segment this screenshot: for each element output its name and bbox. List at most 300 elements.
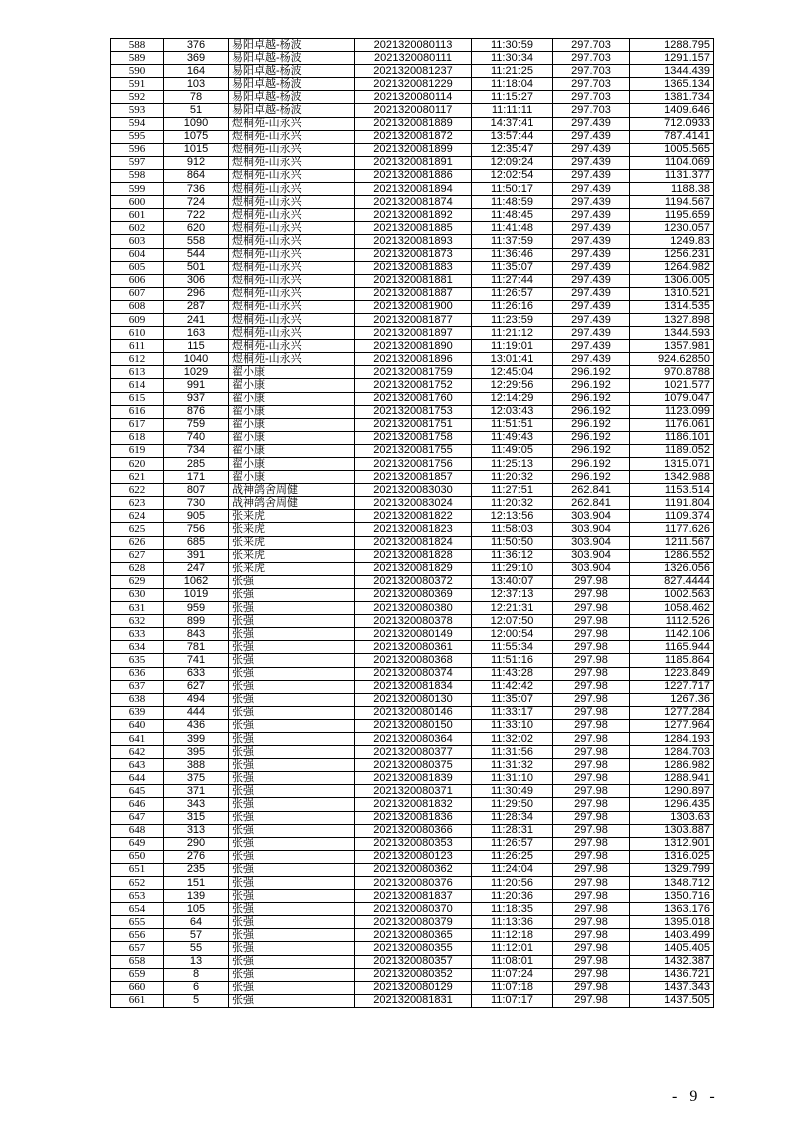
results-table-body: [111, 39, 714, 1008]
ring-number-cell: 2021320081824: [355, 536, 472, 549]
table-row: [111, 588, 714, 601]
arrival-time-cell: 11:33:10: [472, 719, 553, 732]
speed-cell: 1211.567: [630, 536, 714, 549]
arrival-time-cell: 11:28:34: [472, 811, 553, 824]
pigeon-number-cell: 1040: [164, 353, 229, 366]
distance-cell: 297.439: [553, 313, 630, 326]
table-row: [111, 732, 714, 745]
speed-cell: 1165.944: [630, 641, 714, 654]
arrival-time-cell: 11:49:43: [472, 431, 553, 444]
speed-cell: 1342.988: [630, 471, 714, 484]
speed-cell: 1123.099: [630, 405, 714, 418]
owner-name-cell: 易阳卓越-杨波: [229, 39, 355, 52]
rank-cell: 652: [111, 877, 164, 890]
arrival-time-cell: 11:13:36: [472, 916, 553, 929]
ring-number-cell: 2021320080366: [355, 824, 472, 837]
rank-cell: 642: [111, 746, 164, 759]
ring-number-cell: 2021320081837: [355, 890, 472, 903]
distance-cell: 303.904: [553, 523, 630, 536]
ring-number-cell: 2021320081832: [355, 798, 472, 811]
distance-cell: 303.904: [553, 562, 630, 575]
pigeon-number-cell: 1029: [164, 366, 229, 379]
distance-cell: 297.98: [553, 746, 630, 759]
distance-cell: 297.703: [553, 78, 630, 91]
speed-cell: 827.4444: [630, 575, 714, 588]
distance-cell: 297.98: [553, 693, 630, 706]
arrival-time-cell: 11:30:49: [472, 785, 553, 798]
ring-number-cell: 2021320080150: [355, 719, 472, 732]
ring-number-cell: 2021320080377: [355, 746, 472, 759]
distance-cell: 297.98: [553, 785, 630, 798]
owner-name-cell: 易阳卓越-杨波: [229, 78, 355, 91]
rank-cell: 648: [111, 824, 164, 837]
rank-cell: 611: [111, 340, 164, 353]
rank-cell: 588: [111, 39, 164, 52]
ring-number-cell: 2021320081857: [355, 471, 472, 484]
speed-cell: 1109.374: [630, 510, 714, 523]
ring-number-cell: 2021320083024: [355, 497, 472, 510]
arrival-time-cell: 13:40:07: [472, 575, 553, 588]
ring-number-cell: 2021320080365: [355, 929, 472, 942]
table-row: [111, 968, 714, 981]
table-row: [111, 693, 714, 706]
speed-cell: 787.4141: [630, 130, 714, 143]
owner-name-cell: 张强: [229, 942, 355, 955]
table-row: [111, 497, 714, 510]
distance-cell: 297.439: [553, 340, 630, 353]
distance-cell: 297.98: [553, 824, 630, 837]
rank-cell: 609: [111, 313, 164, 326]
distance-cell: 297.98: [553, 615, 630, 628]
owner-name-cell: 翟小康: [229, 392, 355, 405]
pigeon-number-cell: 937: [164, 392, 229, 405]
speed-cell: 1296.435: [630, 798, 714, 811]
arrival-time-cell: 12:29:56: [472, 379, 553, 392]
rank-cell: 658: [111, 955, 164, 968]
pigeon-number-cell: 756: [164, 523, 229, 536]
distance-cell: 297.439: [553, 183, 630, 196]
arrival-time-cell: 11:08:01: [472, 955, 553, 968]
ring-number-cell: 2021320081755: [355, 444, 472, 457]
pigeon-number-cell: 164: [164, 65, 229, 78]
ring-number-cell: 2021320081892: [355, 209, 472, 222]
table-row: [111, 300, 714, 313]
pigeon-number-cell: 558: [164, 235, 229, 248]
arrival-time-cell: 11:25:13: [472, 458, 553, 471]
owner-name-cell: 煜桐苑-山永兴: [229, 169, 355, 182]
arrival-time-cell: 12:03:43: [472, 405, 553, 418]
speed-cell: 1306.005: [630, 274, 714, 287]
pigeon-number-cell: 781: [164, 641, 229, 654]
ring-number-cell: 2021320081890: [355, 340, 472, 353]
pigeon-number-cell: 494: [164, 693, 229, 706]
pigeon-number-cell: 722: [164, 209, 229, 222]
owner-name-cell: 张强: [229, 719, 355, 732]
arrival-time-cell: 12:00:54: [472, 628, 553, 641]
owner-name-cell: 煜桐苑-山永兴: [229, 340, 355, 353]
ring-number-cell: 2021320080368: [355, 654, 472, 667]
table-row: [111, 484, 714, 497]
arrival-time-cell: 11:23:59: [472, 313, 553, 326]
arrival-time-cell: 12:07:50: [472, 615, 553, 628]
speed-cell: 1021.577: [630, 379, 714, 392]
owner-name-cell: 翟小康: [229, 405, 355, 418]
rank-cell: 630: [111, 588, 164, 601]
arrival-time-cell: 11:07:18: [472, 981, 553, 994]
arrival-time-cell: 11:27:51: [472, 484, 553, 497]
table-row: [111, 458, 714, 471]
rank-cell: 635: [111, 654, 164, 667]
speed-cell: 1186.101: [630, 431, 714, 444]
rank-cell: 657: [111, 942, 164, 955]
ring-number-cell: 2021320080372: [355, 575, 472, 588]
distance-cell: 297.439: [553, 327, 630, 340]
distance-cell: 303.904: [553, 549, 630, 562]
owner-name-cell: 张强: [229, 575, 355, 588]
pigeon-number-cell: 375: [164, 772, 229, 785]
pigeon-number-cell: 315: [164, 811, 229, 824]
owner-name-cell: 张强: [229, 903, 355, 916]
ring-number-cell: 2021320081896: [355, 353, 472, 366]
owner-name-cell: 张强: [229, 602, 355, 615]
arrival-time-cell: 11:41:48: [472, 222, 553, 235]
distance-cell: 297.98: [553, 654, 630, 667]
pigeon-number-cell: 627: [164, 680, 229, 693]
rank-cell: 643: [111, 759, 164, 772]
rank-cell: 597: [111, 156, 164, 169]
owner-name-cell: 张强: [229, 850, 355, 863]
ring-number-cell: 2021320080374: [355, 667, 472, 680]
speed-cell: 1005.565: [630, 143, 714, 156]
pigeon-number-cell: 807: [164, 484, 229, 497]
pigeon-number-cell: 395: [164, 746, 229, 759]
rank-cell: 625: [111, 523, 164, 536]
table-row: [111, 759, 714, 772]
table-row: [111, 392, 714, 405]
owner-name-cell: 张强: [229, 890, 355, 903]
speed-cell: 1315.071: [630, 458, 714, 471]
arrival-time-cell: 11:29:10: [472, 562, 553, 575]
pigeon-number-cell: 55: [164, 942, 229, 955]
pigeon-number-cell: 876: [164, 405, 229, 418]
owner-name-cell: 煜桐苑-山永兴: [229, 209, 355, 222]
table-row: [111, 680, 714, 693]
table-row: [111, 549, 714, 562]
ring-number-cell: 2021320081873: [355, 248, 472, 261]
arrival-time-cell: 11:27:44: [472, 274, 553, 287]
distance-cell: 297.98: [553, 732, 630, 745]
ring-number-cell: 2021320081753: [355, 405, 472, 418]
owner-name-cell: 张强: [229, 968, 355, 981]
arrival-time-cell: 12:37:13: [472, 588, 553, 601]
speed-cell: 970.8788: [630, 366, 714, 379]
arrival-time-cell: 11:26:57: [472, 287, 553, 300]
owner-name-cell: 张强: [229, 588, 355, 601]
speed-cell: 1142.106: [630, 628, 714, 641]
ring-number-cell: 2021320081758: [355, 431, 472, 444]
speed-cell: 1191.804: [630, 497, 714, 510]
speed-cell: 1350.716: [630, 890, 714, 903]
table-row: [111, 274, 714, 287]
arrival-time-cell: 11:32:02: [472, 732, 553, 745]
pigeon-number-cell: 843: [164, 628, 229, 641]
table-row: [111, 471, 714, 484]
speed-cell: 1288.795: [630, 39, 714, 52]
pigeon-number-cell: 247: [164, 562, 229, 575]
pigeon-number-cell: 276: [164, 850, 229, 863]
ring-number-cell: 2021320080375: [355, 759, 472, 772]
table-row: [111, 209, 714, 222]
arrival-time-cell: 11:20:32: [472, 497, 553, 510]
distance-cell: 297.98: [553, 942, 630, 955]
owner-name-cell: 煜桐苑-山永兴: [229, 143, 355, 156]
owner-name-cell: 张强: [229, 798, 355, 811]
ring-number-cell: 2021320081887: [355, 287, 472, 300]
ring-number-cell: 2021320080364: [355, 732, 472, 745]
ring-number-cell: 2021320080352: [355, 968, 472, 981]
ring-number-cell: 2021320081752: [355, 379, 472, 392]
rank-cell: 603: [111, 235, 164, 248]
pigeon-number-cell: 57: [164, 929, 229, 942]
table-row: [111, 444, 714, 457]
distance-cell: 297.439: [553, 222, 630, 235]
table-row: [111, 313, 714, 326]
rank-cell: 633: [111, 628, 164, 641]
pigeon-number-cell: 730: [164, 497, 229, 510]
ring-number-cell: 2021320081829: [355, 562, 472, 575]
rank-cell: 651: [111, 863, 164, 876]
distance-cell: 297.98: [553, 968, 630, 981]
ring-number-cell: 2021320080129: [355, 981, 472, 994]
arrival-time-cell: 11:51:51: [472, 418, 553, 431]
table-row: [111, 615, 714, 628]
rank-cell: 649: [111, 837, 164, 850]
distance-cell: 297.439: [553, 130, 630, 143]
owner-name-cell: 张强: [229, 654, 355, 667]
pigeon-number-cell: 151: [164, 877, 229, 890]
rank-cell: 641: [111, 732, 164, 745]
owner-name-cell: 煜桐苑-山永兴: [229, 222, 355, 235]
table-row: [111, 222, 714, 235]
owner-name-cell: 煜桐苑-山永兴: [229, 130, 355, 143]
distance-cell: 297.439: [553, 169, 630, 182]
ring-number-cell: 2021320080378: [355, 615, 472, 628]
ring-number-cell: 2021320080370: [355, 903, 472, 916]
ring-number-cell: 2021320080380: [355, 602, 472, 615]
owner-name-cell: 煜桐苑-山永兴: [229, 156, 355, 169]
pigeon-number-cell: 78: [164, 91, 229, 104]
speed-cell: 1256.231: [630, 248, 714, 261]
distance-cell: 297.703: [553, 39, 630, 52]
rank-cell: 626: [111, 536, 164, 549]
distance-cell: 297.439: [553, 287, 630, 300]
distance-cell: 262.841: [553, 497, 630, 510]
pigeon-number-cell: 163: [164, 327, 229, 340]
results-table: [110, 38, 714, 1008]
pigeon-number-cell: 6: [164, 981, 229, 994]
table-row: [111, 785, 714, 798]
owner-name-cell: 煜桐苑-山永兴: [229, 261, 355, 274]
table-row: [111, 562, 714, 575]
ring-number-cell: 2021320081836: [355, 811, 472, 824]
pigeon-number-cell: 905: [164, 510, 229, 523]
ring-number-cell: 2021320080113: [355, 39, 472, 52]
arrival-time-cell: 11:26:57: [472, 837, 553, 850]
speed-cell: 1348.712: [630, 877, 714, 890]
rank-cell: 640: [111, 719, 164, 732]
arrival-time-cell: 11:20:36: [472, 890, 553, 903]
rank-cell: 638: [111, 693, 164, 706]
table-row: [111, 156, 714, 169]
speed-cell: 1288.941: [630, 772, 714, 785]
table-row: [111, 366, 714, 379]
arrival-time-cell: 11:12:01: [472, 942, 553, 955]
speed-cell: 1357.981: [630, 340, 714, 353]
rank-cell: 602: [111, 222, 164, 235]
pigeon-number-cell: 290: [164, 837, 229, 850]
distance-cell: 296.192: [553, 458, 630, 471]
table-row: [111, 405, 714, 418]
pigeon-number-cell: 5: [164, 994, 229, 1007]
arrival-time-cell: 11:48:45: [472, 209, 553, 222]
owner-name-cell: 张来虎: [229, 536, 355, 549]
distance-cell: 297.439: [553, 235, 630, 248]
ring-number-cell: 2021320080361: [355, 641, 472, 654]
table-row: [111, 431, 714, 444]
pigeon-number-cell: 103: [164, 78, 229, 91]
pigeon-number-cell: 399: [164, 732, 229, 745]
arrival-time-cell: 11:31:56: [472, 746, 553, 759]
owner-name-cell: 煜桐苑-山永兴: [229, 300, 355, 313]
pigeon-number-cell: 685: [164, 536, 229, 549]
arrival-time-cell: 13:57:44: [472, 130, 553, 143]
distance-cell: 297.439: [553, 300, 630, 313]
owner-name-cell: 张强: [229, 877, 355, 890]
pigeon-number-cell: 544: [164, 248, 229, 261]
rank-cell: 596: [111, 143, 164, 156]
arrival-time-cell: 11:31:32: [472, 759, 553, 772]
speed-cell: 1327.898: [630, 313, 714, 326]
table-row: [111, 942, 714, 955]
pigeon-number-cell: 105: [164, 903, 229, 916]
pigeon-number-cell: 436: [164, 719, 229, 732]
rank-cell: 636: [111, 667, 164, 680]
table-row: [111, 955, 714, 968]
speed-cell: 1432.387: [630, 955, 714, 968]
speed-cell: 1290.897: [630, 785, 714, 798]
pigeon-number-cell: 391: [164, 549, 229, 562]
table-row: [111, 52, 714, 65]
owner-name-cell: 张强: [229, 732, 355, 745]
pigeon-number-cell: 736: [164, 183, 229, 196]
speed-cell: 1185.864: [630, 654, 714, 667]
rank-cell: 590: [111, 65, 164, 78]
table-row: [111, 706, 714, 719]
arrival-time-cell: 11:30:59: [472, 39, 553, 52]
speed-cell: 1195.659: [630, 209, 714, 222]
speed-cell: 1194.567: [630, 196, 714, 209]
rank-cell: 634: [111, 641, 164, 654]
ring-number-cell: 2021320083030: [355, 484, 472, 497]
rank-cell: 598: [111, 169, 164, 182]
ring-number-cell: 2021320080379: [355, 916, 472, 929]
table-row: [111, 287, 714, 300]
speed-cell: 1381.734: [630, 91, 714, 104]
distance-cell: 297.98: [553, 798, 630, 811]
owner-name-cell: 张强: [229, 955, 355, 968]
rank-cell: 616: [111, 405, 164, 418]
rank-cell: 600: [111, 196, 164, 209]
rank-cell: 617: [111, 418, 164, 431]
arrival-time-cell: 11:58:03: [472, 523, 553, 536]
speed-cell: 924.62850: [630, 353, 714, 366]
owner-name-cell: 张强: [229, 994, 355, 1007]
rank-cell: 622: [111, 484, 164, 497]
arrival-time-cell: 11:37:59: [472, 235, 553, 248]
owner-name-cell: 张强: [229, 916, 355, 929]
arrival-time-cell: 11:24:04: [472, 863, 553, 876]
table-row: [111, 890, 714, 903]
speed-cell: 1363.176: [630, 903, 714, 916]
table-row: [111, 719, 714, 732]
owner-name-cell: 张来虎: [229, 510, 355, 523]
speed-cell: 1227.717: [630, 680, 714, 693]
pigeon-number-cell: 313: [164, 824, 229, 837]
ring-number-cell: 2021320081760: [355, 392, 472, 405]
speed-cell: 1267.36: [630, 693, 714, 706]
distance-cell: 297.703: [553, 91, 630, 104]
arrival-time-cell: 11:28:31: [472, 824, 553, 837]
table-row: [111, 261, 714, 274]
owner-name-cell: 易阳卓越-杨波: [229, 91, 355, 104]
ring-number-cell: 2021320081881: [355, 274, 472, 287]
ring-number-cell: 2021320081834: [355, 680, 472, 693]
table-row: [111, 143, 714, 156]
table-row: [111, 772, 714, 785]
rank-cell: 620: [111, 458, 164, 471]
rank-cell: 631: [111, 602, 164, 615]
table-row: [111, 418, 714, 431]
ring-number-cell: 2021320080149: [355, 628, 472, 641]
rank-cell: 644: [111, 772, 164, 785]
distance-cell: 297.98: [553, 602, 630, 615]
pigeon-number-cell: 64: [164, 916, 229, 929]
distance-cell: 297.98: [553, 588, 630, 601]
speed-cell: 1437.343: [630, 981, 714, 994]
speed-cell: 1314.535: [630, 300, 714, 313]
arrival-time-cell: 11:48:59: [472, 196, 553, 209]
pigeon-number-cell: 369: [164, 52, 229, 65]
table-row: [111, 628, 714, 641]
table-row: [111, 837, 714, 850]
pigeon-number-cell: 991: [164, 379, 229, 392]
pigeon-number-cell: 912: [164, 156, 229, 169]
rank-cell: 653: [111, 890, 164, 903]
table-row: [111, 536, 714, 549]
table-row: [111, 379, 714, 392]
pigeon-number-cell: 444: [164, 706, 229, 719]
table-row: [111, 130, 714, 143]
distance-cell: 303.904: [553, 536, 630, 549]
arrival-time-cell: 11:51:16: [472, 654, 553, 667]
table-row: [111, 811, 714, 824]
arrival-time-cell: 11:18:35: [472, 903, 553, 916]
speed-cell: 1437.505: [630, 994, 714, 1007]
owner-name-cell: 张强: [229, 863, 355, 876]
ring-number-cell: 2021320080111: [355, 52, 472, 65]
owner-name-cell: 张强: [229, 641, 355, 654]
distance-cell: 296.192: [553, 444, 630, 457]
